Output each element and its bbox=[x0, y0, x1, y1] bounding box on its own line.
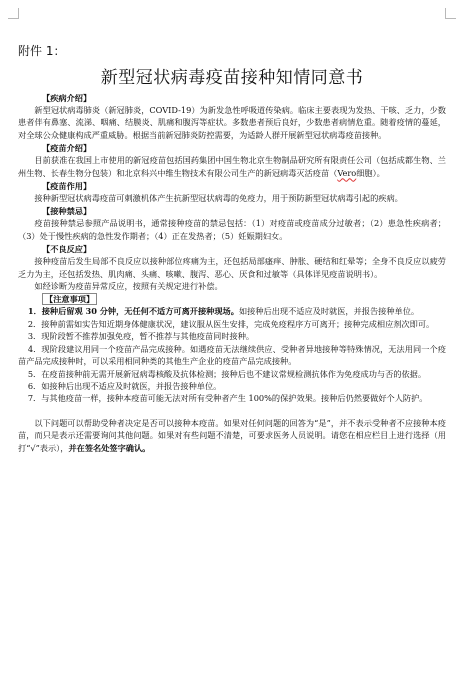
disease-paragraph: 新型冠状病毒肺炎（新冠肺炎，COVID-19）为新发急性呼吸道传染病。临床主要表现为发热、干咳、乏力，少数患者伴有鼻塞、流涕、咽痛、结膜炎、肌痛和腹泻等症状。多数患者预后良好，少数患者病情危重。随着疫情的蔓延，对全球公众健康构成严重威胁。根据当前新冠肺炎防控需要，为适龄人群开展新型冠状病毒疫苗接种。 bbox=[18, 105, 446, 140]
note-item-4: 4．现阶段建议用同一个疫苗产品完成接种。如遇疫苗无法继续供应、受种者异地接种等特殊情况，无法用同一个疫苗产品完成接种时，可以采用相同种类的其他生产企业的疫苗产品完成接种。 bbox=[18, 343, 446, 367]
closing-paragraph bbox=[18, 417, 446, 454]
attachment-label: 附件 1： bbox=[18, 44, 66, 58]
vaccine-text-before: 目前获准在我国上市使用的新冠疫苗包括国药集团中国生物北京生物制品研究所有限责任公司（包括成都生物、兰州生物、长春生物分包装）和北京科兴中维生物技术有限公司生产的新冠病毒灭活疫苗（ bbox=[18, 155, 446, 178]
note-item-7: 7．与其他疫苗一样，接种本疫苗可能无法对所有受种者产生 100%的保护效果。接种后仍然要做好个人防护。 bbox=[27, 393, 428, 404]
note-1-lead: 1．接种后留观 30 分钟，无任何不适方可离开接种现场。 bbox=[27, 306, 239, 317]
adverse-paragraph-1: 接种疫苗后发生局部不良反应以接种部位疼痛为主，还包括局部瘙痒、肿胀、硬结和红晕等；全身不良反应以疲劳乏力为主，还包括发热、肌肉痛、头痛、咳嗽、腹泻、恶心、厌食和过敏等（具体详见疫苗说明书）。 bbox=[18, 256, 446, 279]
vero-term: Vero bbox=[337, 167, 357, 178]
section-heading-disease: 【疾病介绍】 bbox=[42, 93, 92, 103]
effect-paragraph: 接种新型冠状病毒疫苗可刺激机体产生抗新型冠状病毒的免疫力，用于预防新型冠状病毒引起的疾病。 bbox=[34, 193, 403, 204]
section-heading-vaccine: 【疫苗介绍】 bbox=[42, 143, 92, 154]
vaccine-text-after: 细胞）。 bbox=[356, 167, 385, 178]
section-heading-notes bbox=[42, 293, 446, 305]
note-item-6: 6．如接种后出现不适应及时就医，并报告接种单位。 bbox=[27, 380, 222, 391]
closing-text: 以下问题可以帮助受种者决定是否可以接种本疫苗。如果对任何问题的回答为“是”，并不表示受种者不应接种本疫苗，而只是表示还需要询问其他问题。如果对有些问题不清楚，可要求医务人员说明。请您在相应栏目上进行选择（用打“√”表示）， bbox=[18, 417, 446, 453]
note-item-3: 3．现阶段暂不推荐加强免疫，暂不推荐与其他疫苗同时接种。 bbox=[27, 331, 255, 342]
page-corner-mark-left bbox=[8, 8, 19, 19]
page-corner-mark-right bbox=[445, 8, 456, 19]
document-title: 新型冠状病毒疫苗接种知情同意书 bbox=[100, 68, 364, 88]
note-item-1 bbox=[18, 305, 446, 317]
note-item-2: 2．接种前需如实告知近期身体健康状况，建议服从医生安排，完成免疫程序方可离开；接种完成相应剂次即可。 bbox=[27, 318, 435, 329]
vaccine-paragraph bbox=[18, 154, 446, 179]
section-heading-adverse: 【不良反应】 bbox=[42, 244, 92, 255]
note-item-5: 5．在疫苗接种前无需开展新冠病毒核酸及抗体检测；接种后也不建议常规检测抗体作为免疫成功与否的依据。 bbox=[27, 368, 427, 379]
closing-bold-text: 并在签名处签字确认。 bbox=[68, 442, 151, 453]
section-heading-effect: 【疫苗作用】 bbox=[42, 181, 92, 192]
contraindications-paragraph: 疫苗接种禁忌参照产品说明书，通常接种疫苗的禁忌包括：（1）对疫苗或疫苗成分过敏者；（2）患急性疾病者；（3）处于慢性疾病的急性发作期者；（4）正在发热者；（5）妊娠期妇女。 bbox=[18, 218, 446, 241]
adverse-paragraph-2: 如经诊断为疫苗异常反应，按照有关规定进行补偿。 bbox=[34, 281, 223, 292]
spacer bbox=[18, 405, 446, 417]
notes-heading-box: 【注意事项】 bbox=[42, 293, 97, 305]
section-heading-contraindications: 【接种禁忌】 bbox=[42, 206, 92, 217]
document-page bbox=[18, 42, 446, 454]
note-1-rest: 如接种后出现不适应及时就医，并报告接种单位。 bbox=[238, 306, 420, 317]
